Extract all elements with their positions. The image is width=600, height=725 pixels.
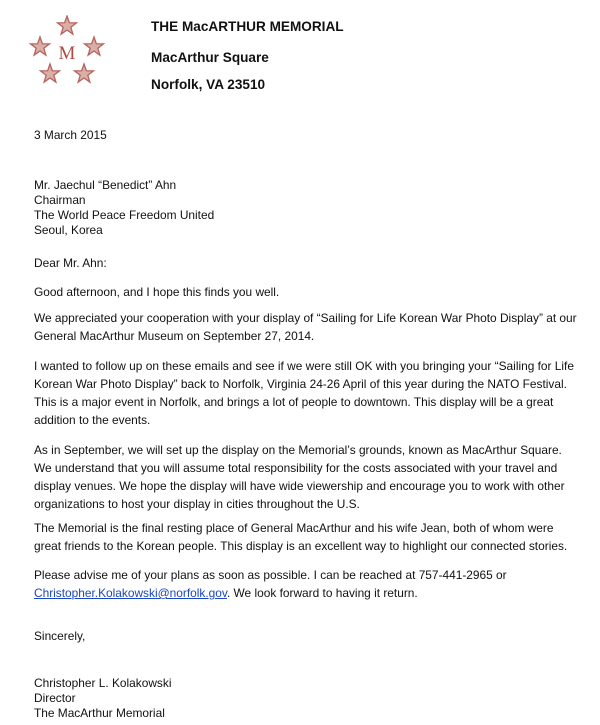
recipient-title: Chairman (34, 193, 86, 207)
letterhead-address-line2: Norfolk, VA 23510 (151, 77, 266, 92)
recipient-location: Seoul, Korea (34, 223, 103, 237)
five-star-logo-icon (28, 15, 106, 87)
signature-organization: The MacArthur Memorial (34, 706, 165, 720)
letterhead-address-line1: MacArthur Square (151, 50, 269, 65)
letterhead-name: THE MacARTHUR MEMORIAL (151, 19, 344, 34)
body-paragraph-1 (34, 283, 579, 301)
paragraph-text: As in September, we will set up the display on the Memorial’s grounds, known as MacArthur Square. We understand that you will assume total responsibility for the costs associated with your travel and display venues. We hope the display will have wide viewership and encourage you to work with other organizations to host your display in cities throughout the U.S. (34, 443, 565, 511)
body-paragraph-3 (34, 357, 579, 429)
paragraph-text: I wanted to follow up on these emails and see if we were still OK with you bringing your “Sailing for Life Korean War Photo Display” back to Norfolk, Virginia 24-26 April of this year during the NATO Festival. This is a major event in Norfolk, and brings a lot of people to downtown. This display will be a great addition to the events. (34, 359, 574, 427)
memorial-logo (28, 15, 106, 87)
signature-name: Christopher L. Kolakowski (34, 676, 172, 690)
letter-date: 3 March 2015 (34, 128, 107, 142)
recipient-organization: The World Peace Freedom United (34, 208, 215, 222)
closing: Sincerely, (34, 629, 86, 643)
paragraph-text (34, 566, 579, 602)
body-paragraph-6 (34, 566, 579, 602)
paragraph-text: The Memorial is the final resting place of General MacArthur and his wife Jean, both of whom were great friends to the Korean people. This display is an excellent way to highlight our connected stories. (34, 521, 568, 553)
logo-letter: M (58, 43, 76, 64)
paragraph-text: Good afternoon, and I hope this finds you well. (34, 285, 280, 299)
salutation: Dear Mr. Ahn: (34, 256, 107, 270)
paragraph-text: We appreciated your cooperation with your display of “Sailing for Life Korean War Photo Display” at our General MacArthur Museum on September 27, 2014. (34, 311, 577, 343)
body-paragraph-4 (34, 441, 579, 513)
contact-text: Please advise me of your plans as soon as possible. I can be reached at 757-441-2965 or (34, 568, 507, 582)
body-paragraph-5 (34, 519, 579, 555)
signature-title: Director (34, 691, 76, 705)
recipient-name: Mr. Jaechul “Benedict” Ahn (34, 178, 177, 192)
body-paragraph-2 (34, 309, 579, 345)
email-link[interactable]: Christopher.Kolakowski@norfolk.gov (34, 586, 227, 600)
closing-sentence: . We look forward to having it return. (226, 586, 418, 600)
